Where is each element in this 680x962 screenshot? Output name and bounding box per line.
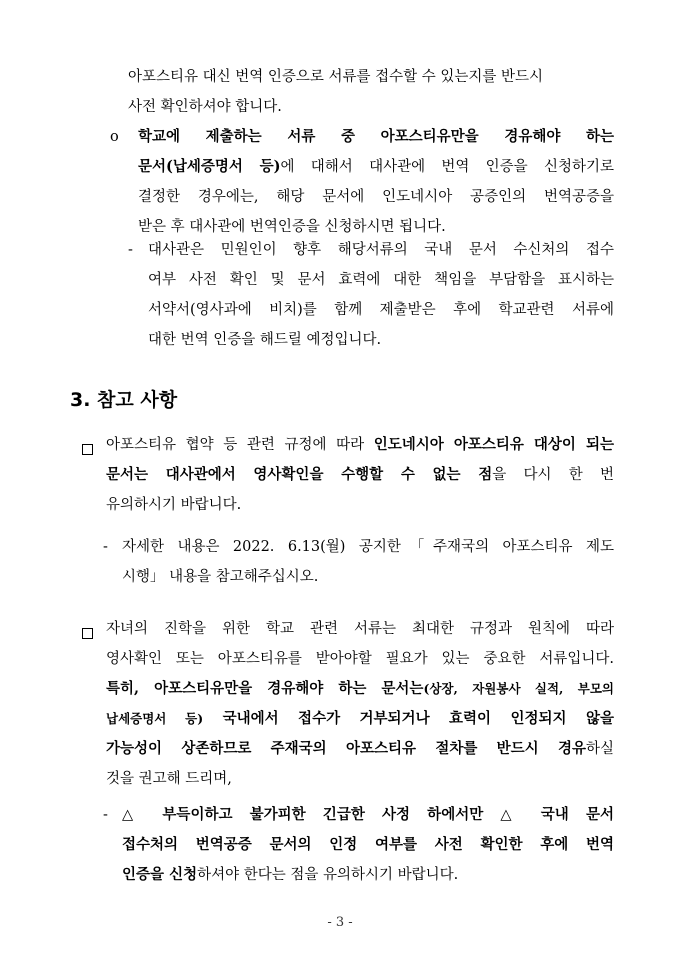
text-line	[148, 265, 614, 295]
text-run: 영사확인 또는 아포스티유를 받아야할 필요가 있는 중요한 서류입니다.	[106, 651, 614, 667]
text-run: 자녀의 진학을 위한 학교 관련 서류는 최대한 규정과 원칙에 따라	[106, 621, 614, 637]
text-line	[138, 122, 614, 152]
text-run: 유의하시기 바랍니다.	[106, 497, 242, 513]
text-line	[128, 62, 614, 92]
dash-bullet-3: -	[103, 807, 108, 823]
text-run: 에 대해서 대사관에 번역 인증을 신청하기로	[280, 159, 614, 175]
text-line	[138, 182, 614, 212]
text-run: 시행」 내용을 참고해주십시오.	[122, 569, 319, 585]
text-run: 받은 후 대사관에 번역인증을 신청하시면 됩니다.	[138, 219, 446, 235]
text-run: 문서는 대사관에서 영사확인을 수행할 수 없는 점	[106, 466, 493, 483]
text-line	[148, 325, 614, 355]
page-number: - 3 -	[327, 915, 353, 930]
text-line	[148, 295, 614, 325]
text-run: 국내에서 접수가 거부되거나 효력이 인정되지 않을	[203, 710, 614, 727]
dash-bullet-1: -	[128, 242, 133, 258]
text-run: 특히, 아포스티유만을 경유해야 하는 문서는	[106, 680, 424, 697]
text-run: 가능성이 상존하므로 주재국의 아포스티유 절차를 반드시 경유	[106, 740, 586, 757]
text-line	[148, 235, 614, 265]
text-run: 사전 확인하셔야 합니다.	[128, 99, 282, 115]
text-line	[138, 152, 614, 182]
text-run: 을 다시 한 번	[492, 467, 614, 483]
text-run: 것을 권고해 드리며,	[106, 771, 232, 787]
dash-item-3-paragraph	[122, 800, 614, 890]
text-line	[122, 830, 614, 860]
text-line	[106, 734, 614, 764]
checkbox-square-1	[82, 440, 93, 459]
text-line	[106, 704, 614, 734]
text-run: (상장, 자원봉사 실적, 부모의	[423, 681, 614, 696]
text-run: 대사관은 민원인이 향후 해당서류의 국내 문서 수신처의 접수	[148, 242, 614, 258]
text-run: 인증을 신청	[122, 866, 198, 883]
box-item-1-paragraph	[106, 430, 614, 520]
text-run: 납세증명서 등)	[106, 711, 204, 726]
text-run: 아포스티유 협약 등 관련 규정에 따라	[106, 437, 374, 453]
checkbox-square-2	[82, 624, 93, 643]
text-run: △ 부득이하고 불가피한 긴급한 사정 하에서만 △ 국내 문서	[122, 806, 614, 823]
text-run: 접수처의 번역공증 문서의 인정 여부를 사전 확인한 후에 번역	[122, 836, 614, 853]
text-line	[122, 532, 614, 562]
box-item-2-paragraph	[106, 614, 614, 794]
text-line	[122, 800, 614, 830]
circle-item-paragraph	[138, 122, 614, 242]
dash-item-2-paragraph	[122, 532, 614, 592]
text-run: 하실	[585, 741, 614, 757]
text-line	[106, 460, 614, 490]
text-run: 결정한 경우에는, 해당 문서에 인도네시아 공증인의 번역공증을	[138, 189, 614, 205]
circle-bullet: o	[110, 129, 119, 145]
text-run: 문서(납세증명서 등)	[138, 158, 281, 175]
text-line	[106, 644, 614, 674]
text-run: 학교에 제출하는 서류 중 아포스티유만을 경유해야 하는	[138, 128, 614, 145]
text-run: 하셔야 한다는 점을 유의하시기 바랍니다.	[197, 867, 459, 883]
text-line	[106, 614, 614, 644]
intro-paragraph	[128, 62, 614, 122]
text-line	[122, 860, 614, 890]
text-run: 서약서(영사과에 비치)를 함께 제출받은 후에 학교관련 서류에	[148, 302, 614, 318]
text-run: 대한 번역 인증을 해드릴 예정입니다.	[148, 332, 382, 348]
text-line	[106, 674, 614, 704]
dash-item-1-paragraph	[148, 235, 614, 355]
text-run: 여부 사전 확인 및 문서 효력에 대한 책임을 부담함을 표시하는	[148, 272, 614, 288]
text-run: 자세한 내용은 2022. 6.13(월) 공지한「주재국의 아포스티유 제도	[122, 539, 614, 555]
text-line	[106, 490, 614, 520]
text-run: 인도네시아 아포스티유 대상이 되는	[373, 436, 614, 453]
text-run: 아포스티유 대신 번역 인증으로 서류를 접수할 수 있는지를 반드시	[128, 69, 544, 85]
text-line	[106, 430, 614, 460]
text-line	[106, 764, 614, 794]
text-line	[128, 92, 614, 122]
text-line	[122, 562, 614, 592]
dash-bullet-2: -	[103, 539, 108, 555]
section-heading: 3. 참고 사항	[70, 389, 178, 411]
